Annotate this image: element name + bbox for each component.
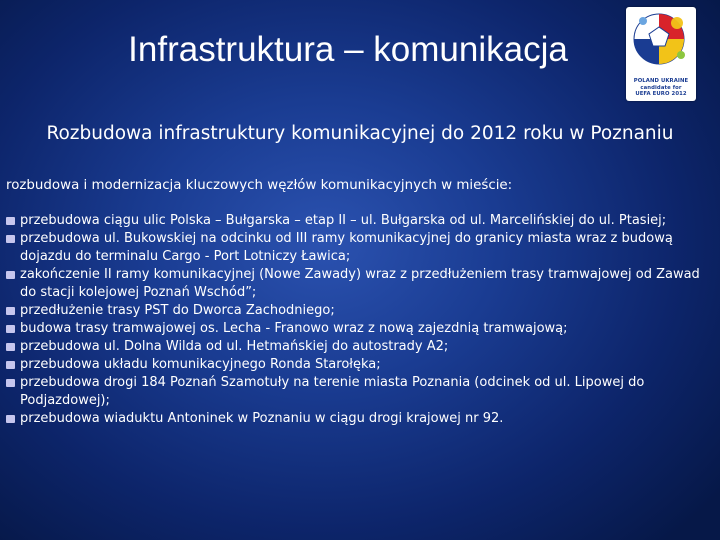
football-emblem-icon — [631, 11, 691, 67]
list-item: przebudowa układu komunikacyjnego Ronda Starołęka; — [4, 356, 704, 374]
logo-line-3: UEFA EURO 2012 — [635, 91, 687, 98]
square-bullet-icon — [6, 415, 15, 423]
square-bullet-icon — [6, 379, 15, 387]
list-item: budowa trasy tramwajowej os. Lecha - Franowo wraz z nową zajezdnią tramwajową; — [4, 320, 704, 338]
list-item: przebudowa ul. Dolna Wilda od ul. Hetmańskiej do autostrady A2; — [4, 338, 704, 356]
square-bullet-icon — [6, 307, 15, 315]
square-bullet-icon — [6, 217, 15, 225]
square-bullet-icon — [6, 343, 15, 351]
list-item: przebudowa ul. Bukowskiej na odcinku od III ramy komunikacyjnej do granicy miasta wraz z budową dojazdu do terminalu Cargo - Port Lotniczy Ławica; — [4, 230, 704, 266]
list-item: przedłużenie trasy PST do Dworca Zachodniego; — [4, 302, 704, 320]
logo-line-2: candidate for — [640, 84, 682, 91]
euro-2012-logo — [626, 7, 696, 101]
square-bullet-icon — [6, 271, 15, 279]
list-item: przebudowa drogi 184 Poznań Szamotuły na terenie miasta Poznania (odcinek od ul. Lipowej do Podjazdowej); — [4, 374, 704, 410]
bullet-list — [4, 212, 704, 428]
list-item: przebudowa wiaduktu Antoninek w Poznaniu w ciągu drogi krajowej nr 92. — [4, 410, 704, 428]
slide-title: Infrastruktura – komunikacja — [128, 30, 568, 69]
list-item: przebudowa ciągu ulic Polska – Bułgarska – etap II – ul. Bułgarska od ul. Marcelińskiej do ul. Ptasiej; — [4, 212, 704, 230]
intro-text: rozbudowa i modernizacja kluczowych węzłów komunikacyjnych w mieście: — [6, 178, 513, 193]
square-bullet-icon — [6, 325, 15, 333]
slide-subtitle: Rozbudowa infrastruktury komunikacyjnej do 2012 roku w Poznaniu — [46, 123, 674, 144]
logo-line-1: POLAND UKRAINE — [633, 78, 689, 85]
square-bullet-icon — [6, 235, 15, 243]
square-bullet-icon — [6, 361, 15, 369]
list-item: zakończenie II ramy komunikacyjnej (Nowe Zawady) wraz z przedłużeniem trasy tramwajowej od Zawad do stacji kolejowej Poznań Wschód”; — [4, 266, 704, 302]
